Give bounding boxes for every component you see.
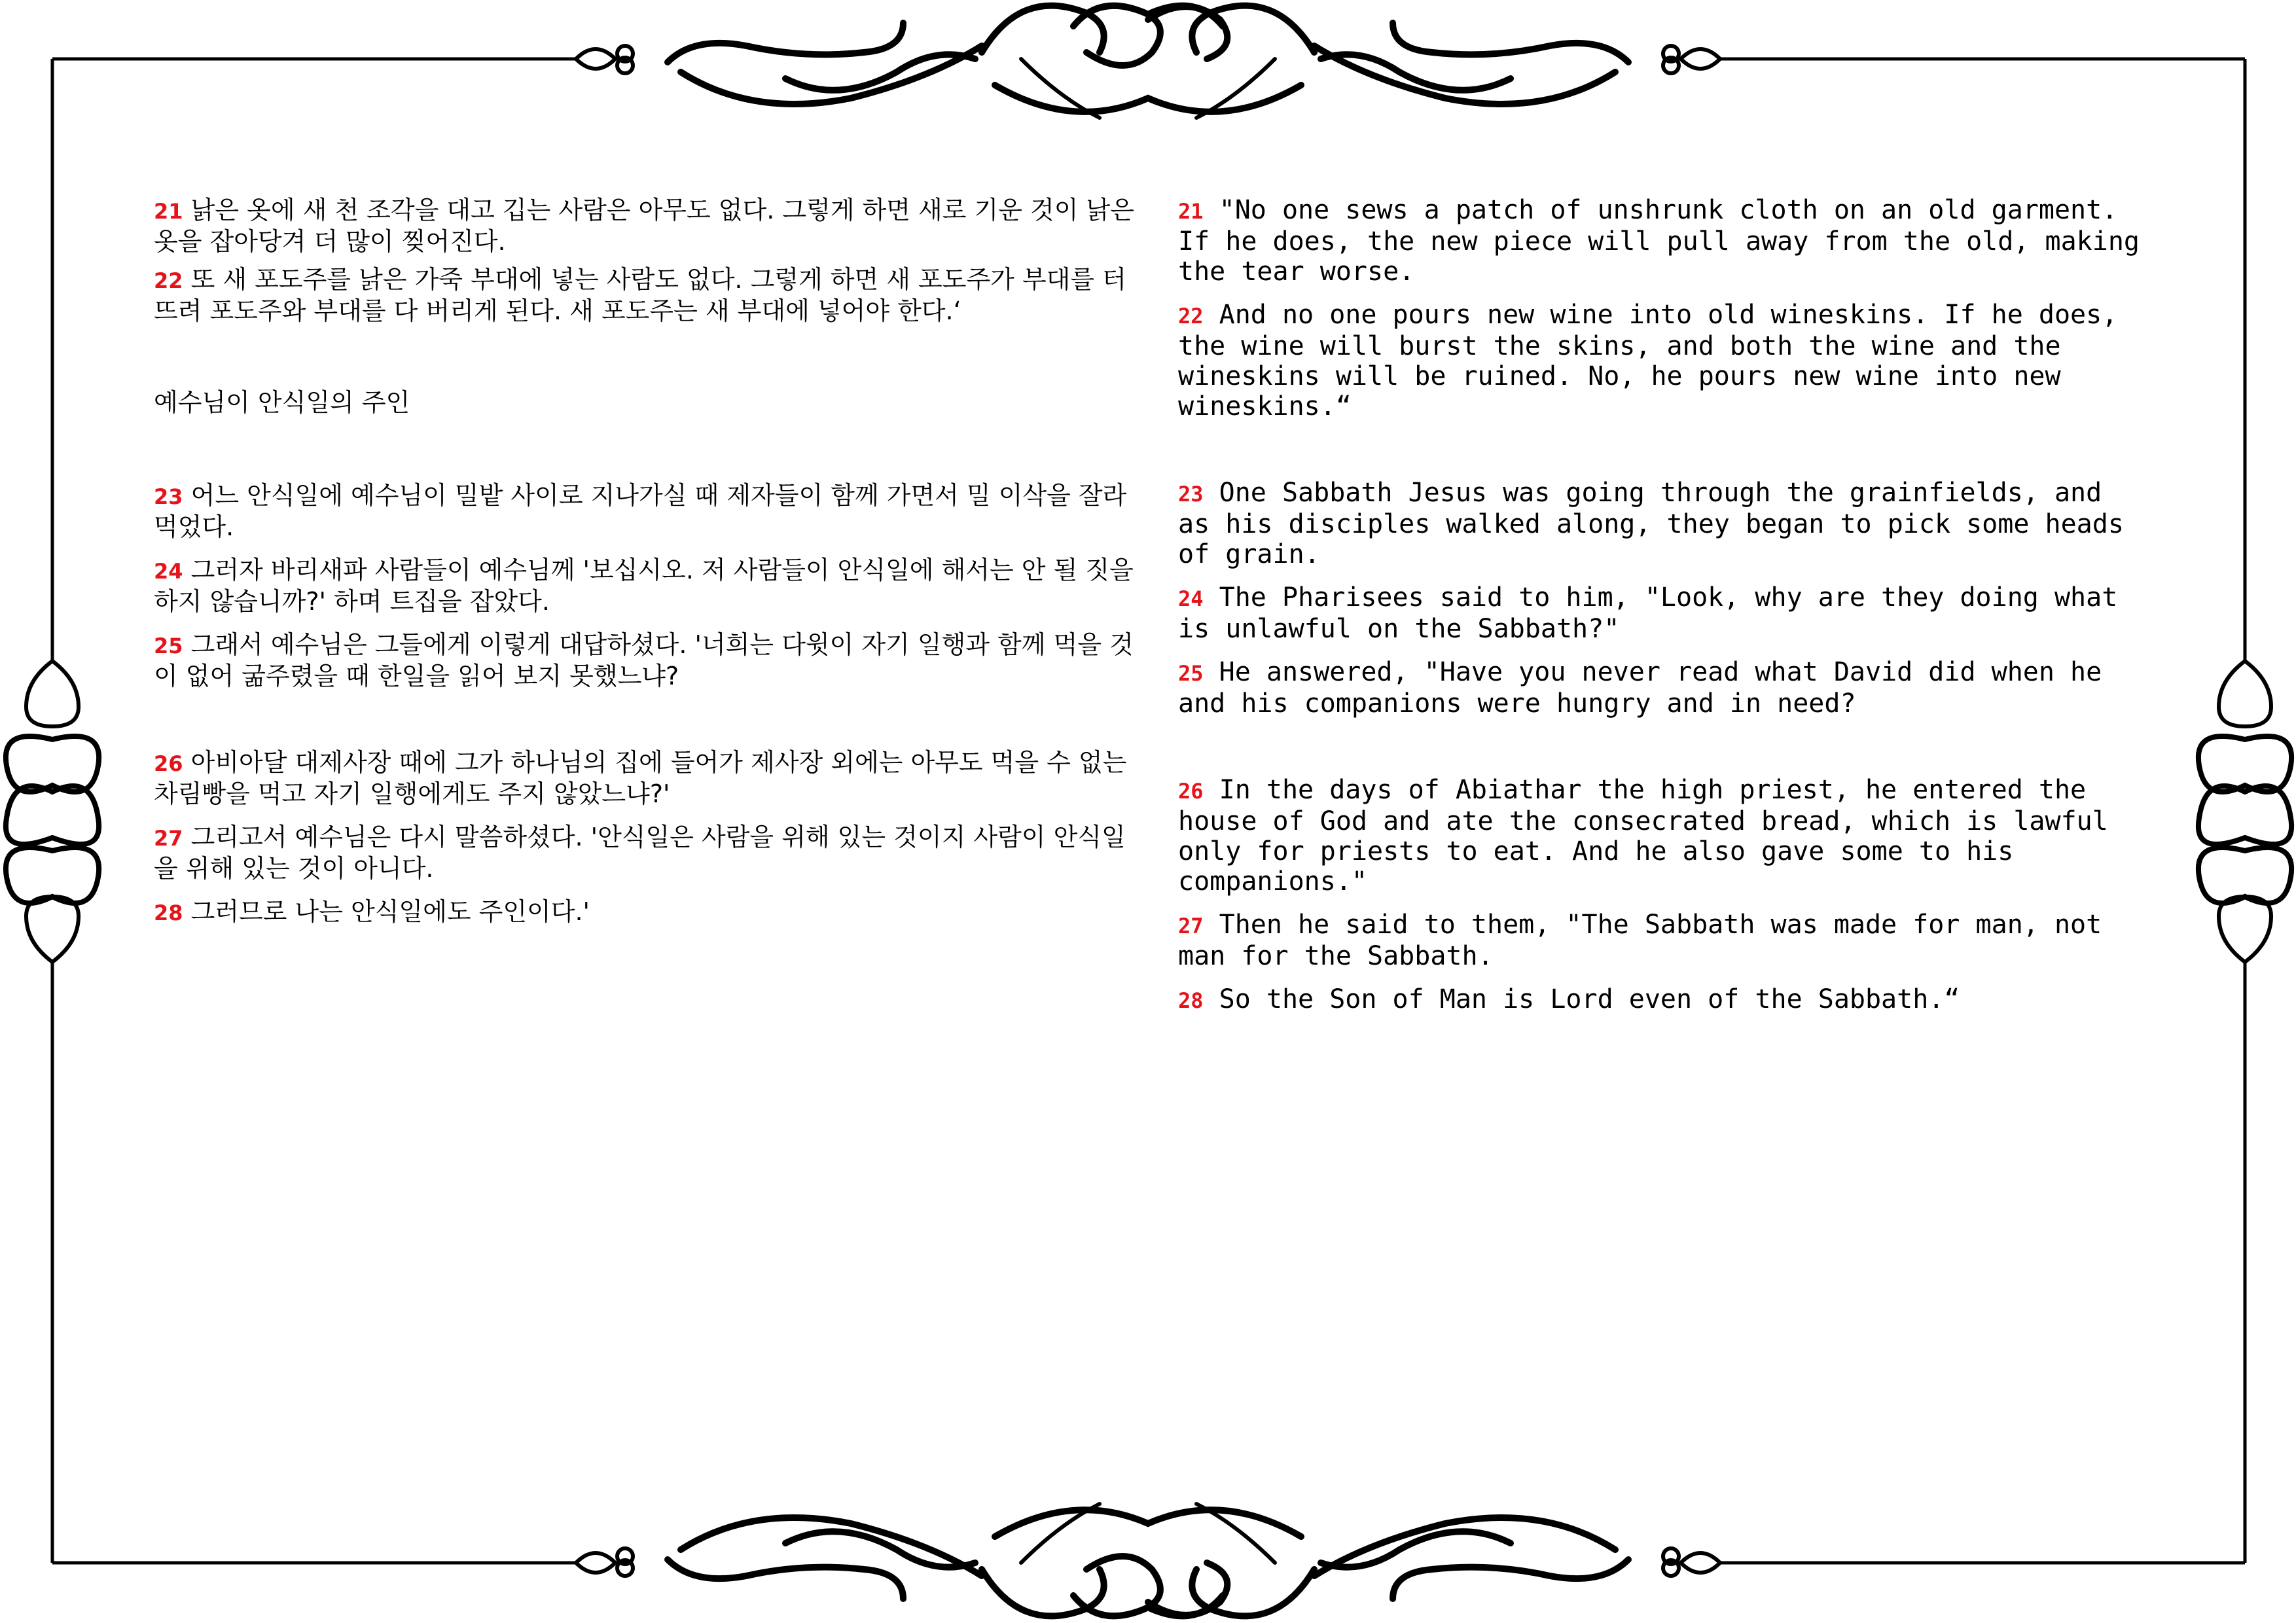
top-ornament-icon	[576, 6, 1720, 118]
verse-26-en	[1178, 775, 2147, 897]
verse-text: One Sabbath Jesus was going through the grainfields, and as his disciples walked along, they began to pick some heads of grain.	[1178, 478, 2124, 569]
verse-22-en	[1178, 300, 2147, 421]
verse-text: 그러자 바리새파 사람들이 예수님께 '보십시오. 저 사람들이 안식일에 해서는 안 될 짓을 하지 않습니까?' 하며 트집을 잡았다.	[154, 556, 1134, 616]
verse-text: And no one pours new wine into old wineskins. If he does, the wine will burst the skins, and both the wine and the wineskins will be ruined. No, he pours new wine into new wineskins.“	[1178, 300, 2118, 421]
verse-21-en	[1178, 195, 2147, 287]
verse-number: 24	[1178, 586, 1204, 611]
verse-text: In the days of Abiathar the high priest, he entered the house of God and ate the consecrated bread, which is lawful only for priests to eat. And he also gave some to his companions."	[1178, 775, 2108, 897]
verse-text: "No one sews a patch of unshrunk cloth on an old garment. If he does, the new piece will pull away from the old, making the tear worse.	[1178, 195, 2140, 287]
korean-column	[154, 195, 1136, 928]
verse-text: 또 새 포도주를 낡은 가죽 부대에 넣는 사람도 없다. 그렇게 하면 새 포도주가 부대를 터뜨려 포도주와 부대를 다 버리게 된다. 새 포도주는 새 부대에 넣어야 한다.‘	[154, 265, 1126, 325]
verse-text: Then he said to them, "The Sabbath was made for man, not man for the Sabbath.	[1178, 910, 2102, 971]
verse-22-ko	[154, 264, 1136, 326]
verse-number: 21	[1178, 199, 1204, 224]
section-heading: 예수님이 안식일의 주인	[154, 388, 410, 417]
verse-text: 그리고서 예수님은 다시 말씀하셨다. '안식일은 사람을 위해 있는 것이지 사람이 안식일을 위해 있는 것이 아니다.	[154, 823, 1126, 883]
english-column	[1178, 195, 2147, 1016]
verse-text: The Pharisees said to him, "Look, why are they doing what is unlawful on the Sabbath?"	[1178, 582, 2118, 644]
verse-25-en	[1178, 657, 2147, 719]
verse-text: 그래서 예수님은 그들에게 이렇게 대답하셨다. '너희는 다윗이 자기 일행과 함께 먹을 것이 없어 굶주렸을 때 한일을 읽어 보지 못했느냐?	[154, 630, 1134, 690]
verse-23-en	[1178, 478, 2147, 569]
verse-24-en	[1178, 582, 2147, 644]
verse-text: 아비아달 대제사장 때에 그가 하나님의 집에 들어가 제사장 외에는 아무도 먹을 수 없는 차림빵을 먹고 자기 일행에게도 주지 않았느냐?'	[154, 748, 1127, 808]
verse-number: 26	[1178, 779, 1204, 804]
verse-number: 27	[154, 826, 183, 851]
verse-23-ko	[154, 480, 1136, 542]
verse-number: 25	[154, 633, 183, 658]
verse-number: 28	[154, 901, 183, 925]
verse-number: 23	[1178, 482, 1204, 507]
verse-26-ko	[154, 747, 1136, 809]
verse-27-ko	[154, 822, 1136, 883]
verse-21-ko	[154, 195, 1136, 257]
verse-number: 22	[154, 268, 183, 293]
verse-text: 어느 안식일에 예수님이 밀밭 사이로 지나가실 때 제자들이 함께 가면서 밀 이삭을 잘라 먹었다.	[154, 481, 1127, 541]
verse-number: 23	[154, 484, 183, 509]
verse-28-en	[1178, 984, 2147, 1016]
verse-number: 26	[154, 751, 183, 776]
verse-28-ko	[154, 897, 1136, 928]
verse-number: 27	[1178, 914, 1204, 938]
verse-text: So the Son of Man is Lord even of the Sabbath.“	[1203, 984, 1960, 1014]
verse-number: 25	[1178, 661, 1204, 686]
verse-text: 낡은 옷에 새 천 조각을 대고 깁는 사람은 아무도 없다. 그렇게 하면 새로 기운 것이 낡은 옷을 잡아당겨 더 많이 찢어진다.	[154, 196, 1134, 256]
verse-24-ko	[154, 555, 1136, 616]
left-side-ornament-icon	[6, 661, 99, 962]
verse-text: He answered, "Have you never read what David did when he and his companions were hungry and in need?	[1178, 657, 2102, 719]
bottom-ornament-icon	[576, 1504, 1720, 1616]
verse-text: 그러므로 나는 안식일에도 주인이다.'	[183, 897, 590, 926]
right-side-ornament-icon	[2198, 661, 2291, 962]
verse-number: 21	[154, 199, 183, 224]
verse-number: 28	[1178, 988, 1204, 1013]
verse-25-ko	[154, 630, 1136, 691]
verse-27-en	[1178, 910, 2147, 971]
verse-number: 22	[1178, 304, 1204, 329]
verse-number: 24	[154, 559, 183, 584]
